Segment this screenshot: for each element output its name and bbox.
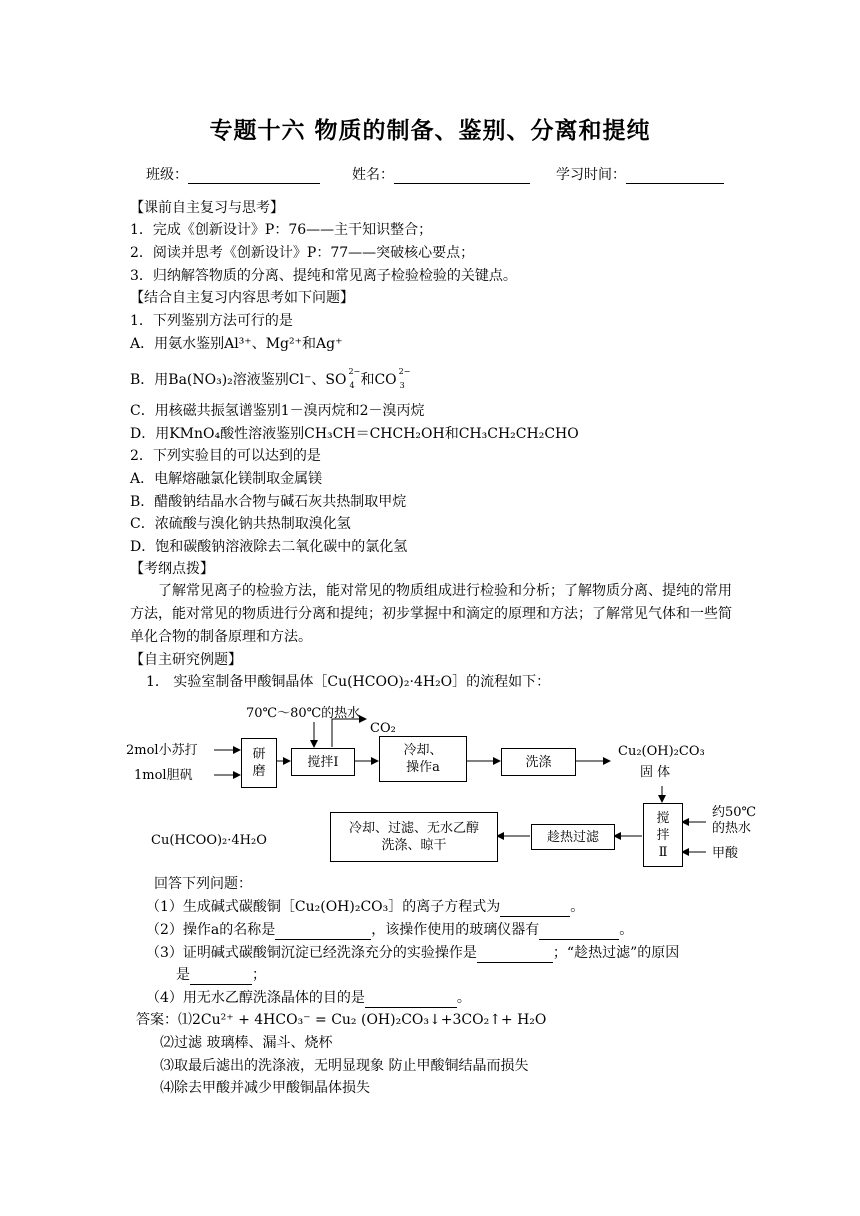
review-item-1: 1．完成《创新设计》P：76——主干知识整合； (130, 222, 433, 238)
time-field: 学习时间： (556, 164, 724, 184)
answer-blank-3a[interactable] (477, 948, 553, 963)
example-heading: 【自主研究例题】 (130, 652, 242, 668)
example-question-3-cont: 是 ； (176, 967, 266, 983)
co2-label: CO₂ (370, 721, 396, 736)
question-1-option-c: C．用核磁共振氢谱鉴别1－溴丙烷和2－溴丙烷 (130, 403, 425, 419)
example-question-3: （3）证明碱式碳酸铜沉淀已经洗涤充分的实验操作是 ；“趁热过滤”的原因 (146, 945, 680, 961)
answer-blank-4[interactable] (365, 993, 457, 1008)
answer-blank-1[interactable] (500, 902, 570, 917)
stir2-box: 搅 拌 Ⅱ (643, 803, 683, 867)
name-field: 姓名： (352, 164, 530, 184)
answer-prompt: 回答下列问题： (154, 876, 252, 892)
stir1-box: 搅拌Ⅰ (291, 748, 355, 776)
question-1: 1．下列鉴别方法可行的是 (130, 313, 293, 329)
answer-line-2: ⑵过滤 玻璃棒、漏斗、烧杯 (160, 1035, 333, 1051)
outline-text: 了解常见离子的检验方法，能对常见的物质组成进行检验和分析；了解物质分离、提纯的常用方法，能对常见的物质进行分离和提纯；初步掌握中和滴定的原理和方法；了解常见气体和一些简单化合物的制备原理和方法。 (130, 583, 732, 645)
input-baking-soda: 2mol小苏打 (126, 743, 198, 758)
hot-water-label: 70℃～80℃的热水 (246, 706, 361, 721)
answer-line-3: ⑶取最后滤出的洗涤液，无明显现象 防止甲酸铜结晶而损失 (160, 1058, 529, 1074)
question-1-option-d: D．用KMnO₄酸性溶液鉴别CH₃CH＝CHCH₂OH和CH₃CH₂CH₂CHO (130, 426, 579, 442)
review-heading: 【课前自主复习与思考】 (130, 200, 284, 216)
answer-line-4: ⑷除去甲酸并减少甲酸铜晶体损失 (160, 1080, 370, 1096)
example-question-4: （4）用无水乙醇洗涤晶体的目的是 。 (146, 990, 471, 1006)
page-title: 专题十六 物质的制备、鉴别、分离和提纯 (209, 118, 651, 144)
class-field: 班级： (146, 164, 320, 184)
question-1-option-a: A．用氨水鉴别Al³⁺、Mg²⁺和Ag⁺ (130, 336, 343, 352)
formic-acid-label: 甲酸 (712, 846, 739, 861)
grind-box: 研 磨 (241, 738, 277, 788)
answer-blank-2a[interactable] (275, 925, 371, 940)
solid-formula: Cu₂(OH)₂CO₃ (618, 744, 705, 759)
example-question-2: （2）操作a的名称是 ，该操作使用的玻璃仪器有 。 (146, 922, 634, 938)
question-2-option-c: C．浓硫酸与溴化钠共热制取溴化氢 (130, 516, 351, 532)
final-process-box: 冷却、过滤、无水乙醇 洗涤、晾干 (330, 812, 498, 862)
outline-heading: 【考纲点拨】 (130, 561, 214, 577)
input-blue-vitriol: 1mol胆矾 (134, 768, 193, 783)
answer-blank-3b[interactable] (190, 970, 252, 985)
cool-operation-a-box: 冷却、 操作a (379, 736, 467, 782)
example-question-1: （1）生成碱式碳酸铜［Cu₂(OH)₂CO₃］的离子方程式为 。 (146, 899, 585, 915)
question-2-option-b: B．醋酸钠结晶水合物与碱石灰共热制取甲烷 (130, 494, 407, 510)
question-2-option-a: A．电解熔融氯化镁制取金属镁 (130, 471, 323, 487)
hot-filter-box: 趁热过滤 (531, 824, 615, 850)
solid-label: 固 体 (640, 765, 671, 780)
arrow-co2 (332, 719, 366, 747)
review-item-3: 3．归纳解答物质的分离、提纯和常见离子检验检验的关键点。 (130, 268, 517, 284)
question-1-option-b: B．用Ba(NO₃)₂溶液鉴别Cl⁻、SO 2− 4 和CO 2− 3 (130, 367, 411, 390)
review-item-2: 2．阅读并思考《创新设计》P：77——突破核心要点； (130, 245, 475, 261)
think-heading: 【结合自主复习内容思考如下问题】 (130, 290, 354, 306)
answer-line-1: 答案：⑴2Cu²⁺ + 4HCO₃⁻ = Cu₂ (OH)₂CO₃↓+3CO₂↑+ H₂O (136, 1012, 547, 1028)
question-2: 2．下列实验目的可以达到的是 (130, 448, 321, 464)
example-intro: 1． 实验室制备甲酸铜晶体［Cu(HCOO)₂·4H₂O］的流程如下： (146, 674, 551, 690)
question-2-option-d: D．饱和碳酸钠溶液除去二氧化碳中的氯化氢 (130, 539, 408, 555)
hot-water-50-line2: 的热水 (712, 821, 752, 836)
hot-water-50-line1: 约50℃ (712, 805, 757, 820)
wash-box: 洗涤 (501, 748, 576, 776)
product-label: Cu(HCOO)₂·4H₂O (151, 833, 267, 848)
answer-blank-2b[interactable] (539, 925, 619, 940)
